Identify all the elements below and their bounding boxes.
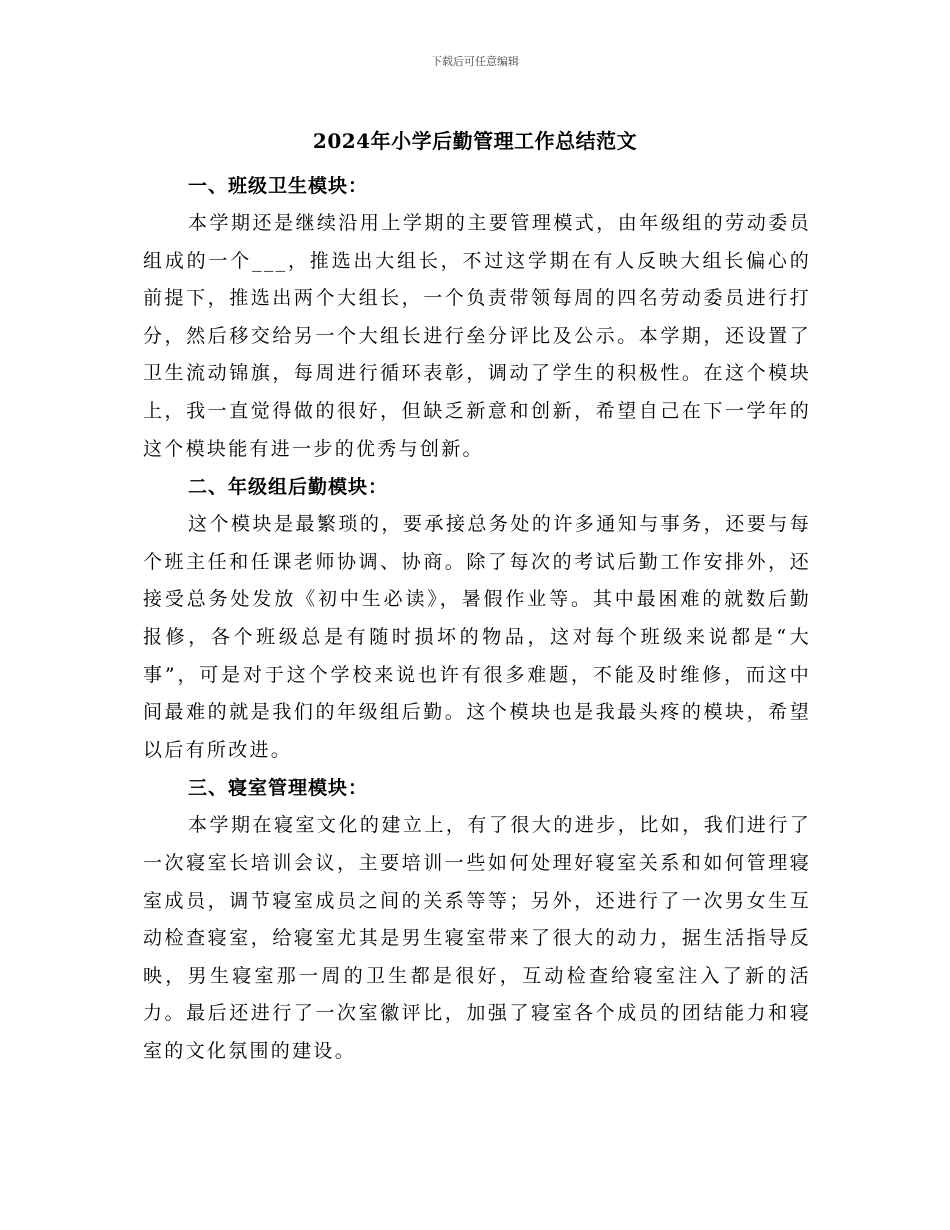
section-body-class-hygiene: 本学期还是继续沿用上学期的主要管理模式，由年级组的劳动委员组成的一个___，推选出大组长，不过这学期在有人反映大组长偏心的前提下，推选出两个大组长，一个负责带领每周的四名劳动委员进行打分，然后移交给另一个大组长进行垒分评比及公示。本学期，还设置了卫生流动锦旗，每周进行循环表彰，调动了学生的积极性。在这个模块上，我一直觉得做的很好，但缺乏新意和创新，希望自己在下一学年的这个模块能有进一步的优秀与创新。: [143, 212, 811, 460]
section-heading-dorm-management: 三、寝室管理模块：: [188, 777, 369, 800]
section-body-grade-logistics: 这个模块是最繁琐的，要承接总务处的许多通知与事务，还要与每个班主任和任课老师协调、协商。除了每次的考试后勤工作安排外，还接受总务处发放《初中生必读》，暑假作业等。其中最困难的就数后勤报修，各个班级总是有随时损坏的物品，这对每个班级来说都是“大事”，可是对于这个学校来说也许有很多难题，不能及时维修，而这中间最难的就是我们的年级组后勤。这个模块也是我最头疼的模块，希望以后有所改进。: [143, 513, 811, 761]
section-heading-grade-logistics: 二、年级组后勤模块：: [188, 476, 389, 499]
section-body-dorm-management: 本学期在寝室文化的建立上，有了很大的进步，比如，我们进行了一次寝室长培训会议，主要培训一些如何处理好寝室关系和如何管理寝室成员，调节寝室成员之间的关系等等；另外，还进行了一次男女生互动检查寝室，给寝室尤其是男生寝室带来了很大的动力，据生活指导反映，男生寝室那一周的卫生都是很好，互动检查给寝室注入了新的活力。最后还进行了一次室徽评比，加强了寝室各个成员的团结能力和寝室的文化氛围的建设。: [143, 814, 811, 1062]
download-note: 下载后可任意编辑: [431, 55, 519, 68]
document-title: 2024年小学后勤管理工作总结范文: [312, 129, 638, 153]
section-heading-class-hygiene: 一、班级卫生模块：: [188, 175, 369, 197]
document-body: [143, 167, 811, 1070]
